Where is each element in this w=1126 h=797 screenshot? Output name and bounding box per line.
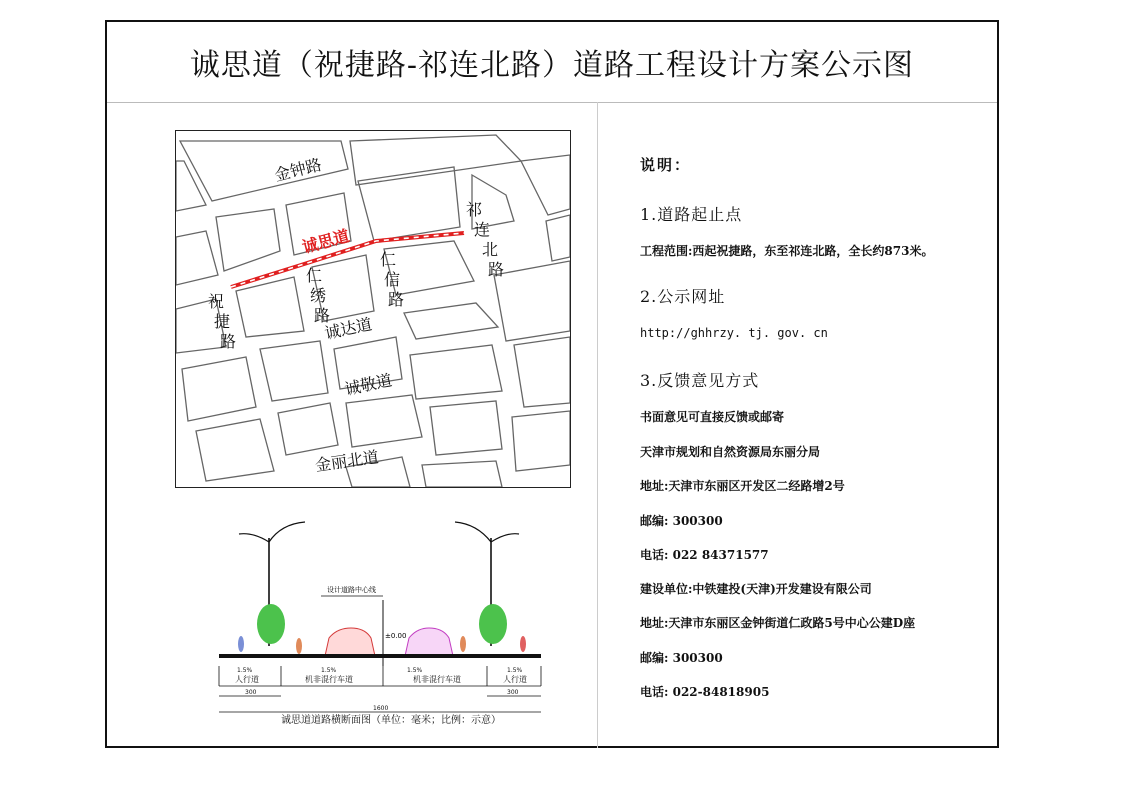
lane-sidewalk-right: 人行道 [503,675,527,684]
slope-label-4: 1.5% [507,667,523,674]
lane-mixed-left: 机非混行车道 [305,675,353,684]
section-2-title: 2.公示网址 [640,287,726,306]
label-qilian-4: 路 [488,260,505,279]
feedback-line: 建设单位:中铁建投(天津)开发建设有限公司 [640,582,872,596]
feedback-line: 电话: 022-84818905 [640,685,770,699]
label-renxiu-3: 路 [314,306,331,325]
pedestrians [238,636,526,654]
label-qilian-2: 连 [474,220,491,239]
cross-section-caption: 诚思道道路横断面图（单位：毫米；比例：示意） [281,715,501,726]
elevation-label: ±0.00 [385,632,407,640]
page-title: 诚思道（祝捷路-祁连北路）道路工程设计方案公示图 [107,22,997,103]
dim-left: 300 [245,689,257,696]
slope-label-3: 1.5% [407,667,423,674]
column-divider [597,102,598,748]
label-zhujie-3: 路 [220,332,237,351]
feedback-line: 邮编: 300300 [640,514,723,528]
label-renxin-1: 仁 [380,250,397,269]
lane-sidewalk-left: 人行道 [235,675,259,684]
label-chengsi: 诚思道 [300,226,352,257]
map-drawing [176,131,570,487]
map-blocks [176,135,570,487]
label-renxiu-2: 绣 [310,286,327,305]
section-2-url[interactable]: http://ghhrzy. tj. gov. cn [640,326,828,340]
location-map [175,130,571,488]
feedback-line: 邮编: 300300 [640,651,723,665]
slope-label-2: 1.5% [321,667,337,674]
poster-frame [105,20,999,748]
lane-dividers [219,666,541,686]
section-1-body: 工程范围:西起祝捷路，东至祁连北路，全长约873米。 [640,244,934,258]
label-chengjing: 诚敬道 [342,370,394,399]
notes-heading: 说明： [640,156,692,174]
road-surface-gap [219,658,541,660]
section-1-title: 1.道路起止点 [640,205,743,224]
cross-section-diagram [201,516,561,726]
label-jinzhong: 金钟路 [272,154,324,185]
label-chengda: 诚达道 [322,314,374,343]
lane-mixed-right: 机非混行车道 [413,675,461,684]
trees [257,604,507,644]
slope-label-1: 1.5% [237,667,253,674]
feedback-line: 地址:天津市东丽区金钟街道仁政路5号中心公建D座 [640,616,916,630]
feedback-line: 书面意见可直接反馈或邮寄 [640,410,785,424]
dim-total: 1600 [373,705,389,712]
label-qilian-1: 祁 [466,200,483,219]
label-zhujie-2: 捷 [214,312,231,331]
feedback-line: 地址:天津市东丽区开发区二经路增2号 [640,479,845,493]
feedback-line: 电话: 022 84371577 [640,548,769,562]
center-line-label: 设计道路中心线 [327,586,376,594]
dim-right: 300 [507,689,519,696]
label-renxin-3: 路 [388,290,405,309]
label-zhujie-1: 祝 [208,292,225,311]
label-renxin-2: 信 [384,270,401,289]
section-3-title: 3.反馈意见方式 [640,371,760,390]
feedback-line: 天津市规划和自然资源局东丽分局 [640,445,821,459]
label-jinlibei: 金丽北道 [313,447,380,475]
label-renxiu-1: 仁 [306,266,323,285]
label-qilian-3: 北 [482,240,499,259]
